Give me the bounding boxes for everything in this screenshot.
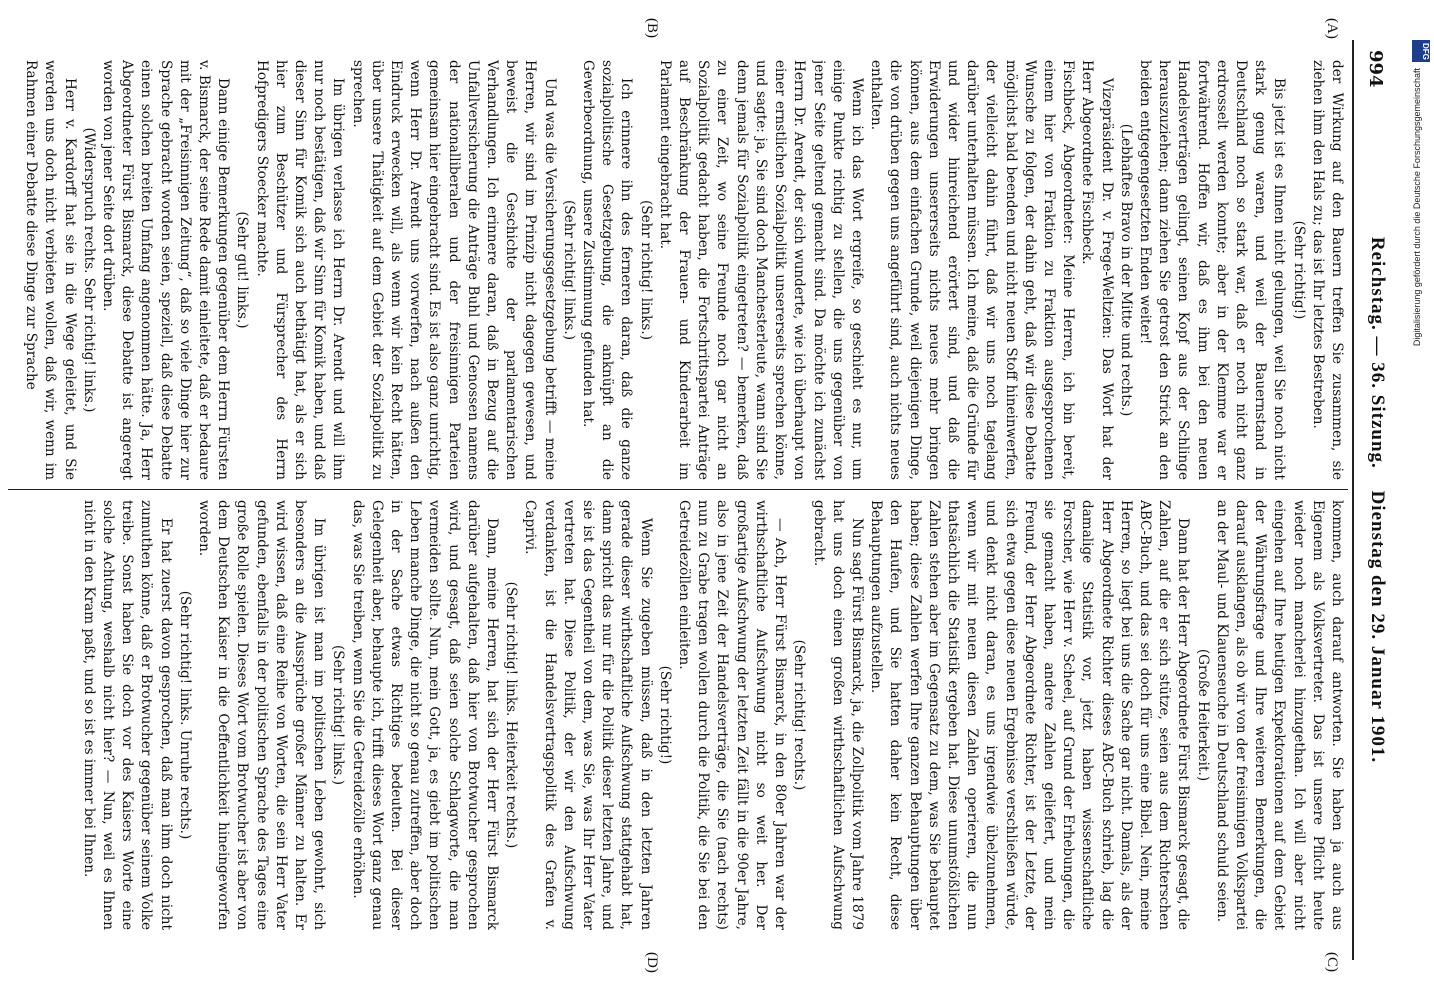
interjection: (Widerspruch rechts. Sehr richtig! links.) bbox=[80, 127, 97, 413]
margin-letter-c: (C) bbox=[1324, 952, 1340, 972]
digitization-sidebar bbox=[1404, 40, 1434, 440]
paragraph: Wenn ich das Wort ergreife, so geschieht es nur, um einige Punkte richtig zu stellen, die uns gegenüber von jener Seite geltend gemacht sind. Da möchte ich zunächst Herrn Dr. Arendt, der sich wunderte, wie ich überhaupt von einer ernstlichen Sozialpolitik unsererseits sprechen könne, und sagte: ja, Sie sind doch Manchesterleute, wann sind Sie denn jemals für Sozialpolitik eingetreten? — bemerken, daß zu einer Zeit, wo seine Freunde noch gar nicht an Sozialpolitik gedacht haben, die Fortschrittspartei Anträge auf Beschränkung der Frauen- und Kinderarbeit im Parlament eingebracht hat. bbox=[656, 60, 865, 480]
interjection: (Große Heiterkeit.) bbox=[1194, 648, 1211, 782]
header-rule bbox=[1352, 40, 1354, 960]
paragraph: Herr v. Kardorff hat sie in die Wege geleitet, und Sie werden uns doch nicht verbieten wollen, daß wir, wenn im Rahmen einer Debatte diese Dinge zur Sprache bbox=[23, 60, 78, 480]
interjection: (Sehr richtig! links.) bbox=[560, 199, 577, 341]
paragraph: kommen, auch darauf antworten. Sie haben ja auch aus Eigenem als Volksvertreter. Das ist unsere Pflicht heute wieder noch mancherlei hinzugethan. Ich will aber nicht eingehen auf Ihre heutigen Expektorationen auf dem Gebiet der Währungsfrage und Ihre weiteren Bemerkungen, die darauf ausklangen, als ob wir von der freisinnigen Volkspartei an der Maul- und Klauenseuche in Deutschland schuld seien. bbox=[1213, 500, 1345, 930]
paragraph: Ich erinnere ihn des ferneren daran, daß die ganze sozialpolitische Gesetzgebung, die anknüpft an die Gewerbeordnung, unsere Zustimmung gefunden hat. bbox=[580, 60, 635, 480]
interjection: (Sehr richtig! links.) bbox=[637, 199, 654, 341]
paragraph: Wenn Sie zugeben müssen, daß in den letzten Jahren gerade dieser wirthschaftliche Aufschwung stattgehabt hat, dann spricht das nur für die Politik dieser letzten Jahre, und sie ist das Gegentheil von dem, was Sie, was Ihr Herr Vater vertreten hat. Diese Politik, der wir den Aufschwung verdanken, ist die Handelsvertragspolitik des Grafen v. Caprivi. bbox=[522, 500, 654, 930]
running-title-left: Reichstag. — 36. Sitzung. bbox=[1367, 236, 1388, 469]
paragraph: Bis jetzt ist es Ihnen nicht gelungen, weil Sie noch nicht stark genug waren, und weil der Bauernstand in Deutschland noch so stark war, daß er noch nicht ganz erdrosselt werden konnte; aber in der Klemme war er fortwährend. Hoffen wir, daß es ihm bei den neuen Handelsverträgen gelingt, seinen Kopf aus der Schlinge herauszuziehen; dann ziehen Sie getrost den Strick an den beiden entgegengesetzten Enden weiter! bbox=[1136, 60, 1288, 480]
paragraph: Und was die Versicherungsgesetzgebung betrifft — meine Herren, wir sind im Prinzip nicht dagegen gewesen, und beweist die Geschichte der parlamentarischen Verhandlungen. Ich erinnere daran, daß in Bezug auf die Unfallversicherung die Anträge Buhl und Genossen namens der nationalliberalen und der freisinnigen Parteien gemeinsam hier eingebracht sind. Es ist also ganz unrichtig, wenn Herr Dr. Arendt uns vorwerfen, nach außen den Eindruck erwecken will, als wenn wir kein Recht hätten, über unsere Thätigkeit auf dem Gebiet der Sozialpolitik zu sprechen. bbox=[349, 60, 558, 480]
column-divider bbox=[8, 489, 1348, 490]
paragraph: — Ach, Herr Fürst Bismarck, in den 80er Jahren war der wirthschaftliche Aufschwung nicht so weit her. Der großartige Aufschwung der letzten Zeit fällt in die 90er Jahre, also in jene Zeit der Handelsverträge, die Sie (nach rechts) nun zu Grabe tragen wollen durch die Politik, die Sie bei den Getreidezöllen einleiten. bbox=[676, 500, 789, 930]
interjection: (Sehr gut! links.) bbox=[234, 211, 251, 329]
right-text-column bbox=[16, 500, 1346, 930]
paragraph: der Wirkung auf den Bauern treffen Sie zusammen, sie ziehen ihm den Hals zu; das ist Ihr letztes Bestreben. bbox=[1309, 60, 1345, 480]
interjection: (Lebhaftes Bravo in der Mitte und rechts.) bbox=[1117, 123, 1134, 417]
paragraph: Er hat zuerst davon gesprochen, daß man ihm doch nicht zumuthen könne, daß er Brotwucher gegenüber seinem Volke treibe. Sonst haben Sie doch vor des Kaisers Worte eine solche Achtung, weshalb nicht hier? — Nun, weil es Ihnen nicht in den Kram paßt, und so ist es immer bei Ihnen. bbox=[80, 500, 174, 930]
paragraph: Dann hat der Herr Abgeordnete Fürst Bismarck gesagt, die Zahlen, auf die er sich stütze, seien aus dem Richterschen ABC-Buch, und das sei doch für uns eine Bibel. Nein, meine Herren, so liegt bei uns die Sache gar nicht. Damals, als der Herr Abgeordnete Richter dieses ABC-Buch schrieb, lag die damalige Statistik vor, jetzt haben wissenschaftliche Forscher, wie Herr v. Scheel, auf Grund der Erhebungen, die sie gemacht haben, andere Zahlen geliefert, und mein Freund, der Herr Abgeordnete Richter, ist der Letzte, der sich etwa gegen diese neuen Ergebnisse verschließen würde, und denkt nicht daran, es uns irgendwie übelzunehmen, wenn wir mit neuen diesen Zahlen operieren, die nun thatsächlich die Statistik ergeben hat. Diese unumstößlichen Zahlen stehen aber im Gegensatz zu dem, was Sie behauptet haben; diese Zahlen werfen Ihre ganzen Behauptungen über den Haufen, und Sie hatten daher kein Recht, diese Behauptungen aufzustellen. bbox=[868, 500, 1192, 930]
running-title-right: Dienstag den 29. Januar 1901. bbox=[1367, 490, 1388, 764]
margin-letter-d: (D) bbox=[644, 952, 660, 973]
interjection: (Sehr richtig! links. Unruhe rechts.) bbox=[176, 590, 193, 840]
page-header bbox=[1352, 0, 1400, 1000]
running-title bbox=[1366, 0, 1388, 1000]
interjection: (Sehr richtig!) bbox=[656, 665, 673, 765]
interjection: (Sehr richtig!) bbox=[1290, 220, 1307, 320]
page-number: 994 bbox=[1365, 50, 1386, 88]
interjection: (Sehr richtig! links. Heiterkeit rechts.) bbox=[503, 581, 520, 849]
paragraph: Im übrigen verlasse ich Herrn Dr. Arendt und will ihm nur noch bestätigen, daß wir Sinn für Komik haben, und daß dieser Sinn für Komik sich auch bethätigt hat, als er sich hier zum Beschützer und Fürsprecher des Herrn Hofpredigers Stoecker machte. bbox=[253, 60, 347, 480]
margin-letter-b: (B) bbox=[644, 18, 660, 38]
digitization-credit: Digitalisierung gefördert durch die Deutsche Forschungsgemeinschaft bbox=[1412, 68, 1422, 347]
paragraph: Dann, meine Herren, hat sich der Herr Fürst Bismarck darüber aufgehalten, daß hier von Brotwucher gesprochen wird, und gesagt, daß seien solche Schlagworte, die man vermeiden sollte. Nun, mein Gott, ja, es giebt im politischen Leben manche Dinge, die nicht so genau zutreffen, aber doch in der Sache etwas Richtiges bedeuten. Bei dieser Gelegenheit aber, behaupte ich, trifft dieses Wort ganz genau das, was Sie treiben, wenn Sie die Getreidezölle erhöhen. bbox=[349, 500, 501, 930]
interjection: (Sehr richtig! rechts.) bbox=[791, 639, 808, 791]
paragraph: Fischbeck, Abgeordneter: Meine Herren, ich bin bereit, einem hier von Fraktion zu Fraktion ausgesprochenen Wunsche zu folgen, der dahin geht, daß wir diese Debatte möglichst bald beenden und nicht neuen Stoff hineinwerfen, der vielleicht dahin führt, daß wir uns noch tagelang darüber unterhalten müssen. Ich meine, daß die Gründe für und wider hinreichend erörtert sind, und daß die Erwiderungen unsererseits nichts neues mehr bringen können, aus dem einfachen Grunde, weil diejenigen Dinge, die von drüben gegen uns angeführt sind, auch nichts neues enthalten. bbox=[868, 60, 1077, 480]
left-text-column bbox=[16, 60, 1346, 480]
paragraph: Im übrigen ist man im politischen Leben gewohnt, sich besonders an die Aussprüche großer Männer zu halten. Er wird wissen, daß eine Reihe von Worten, die sein Herr Vater gefunden, ebenfalls in der politischen Sprache des Tages eine große Rolle spielen. Dieses Wort vom Brotwucher ist aber von dem Deutschen Kaiser in die Oeffentlichkeit hineingeworfen worden. bbox=[196, 500, 328, 930]
paragraph: Nun sagt Fürst Bismarck, ja, die Zollpolitik vom Jahre 1879 hat uns doch einen großen wirthschaftlichen Aufschwung gebracht. bbox=[810, 500, 865, 930]
margin-letter-a: (A) bbox=[1324, 18, 1340, 39]
paragraph: Dann einige Bemerkungen gegenüber dem Herrn Fürsten v. Bismarck, der seine Rede damit einleitete, daß er bedaure mit der „Freisinnigen Zeitung“, daß so viele Dinge hier zur Sprache gebracht worden seien, speziell, daß diese Debatte einen solchen breiten Umfang angenommen hätte. Ja, Herr Abgeordneter Fürst Bismarck, diese Debatte ist angeregt worden von jener Seite dort drüben. bbox=[100, 60, 232, 480]
paragraph: Vizepräsident Dr. v. Frege-Weltzien: Das Wort hat der Herr Abgeordnete Fischbeck. bbox=[1079, 60, 1115, 480]
interjection: (Sehr richtig! links.) bbox=[330, 644, 347, 786]
dfg-logo: DFG bbox=[1412, 40, 1430, 62]
